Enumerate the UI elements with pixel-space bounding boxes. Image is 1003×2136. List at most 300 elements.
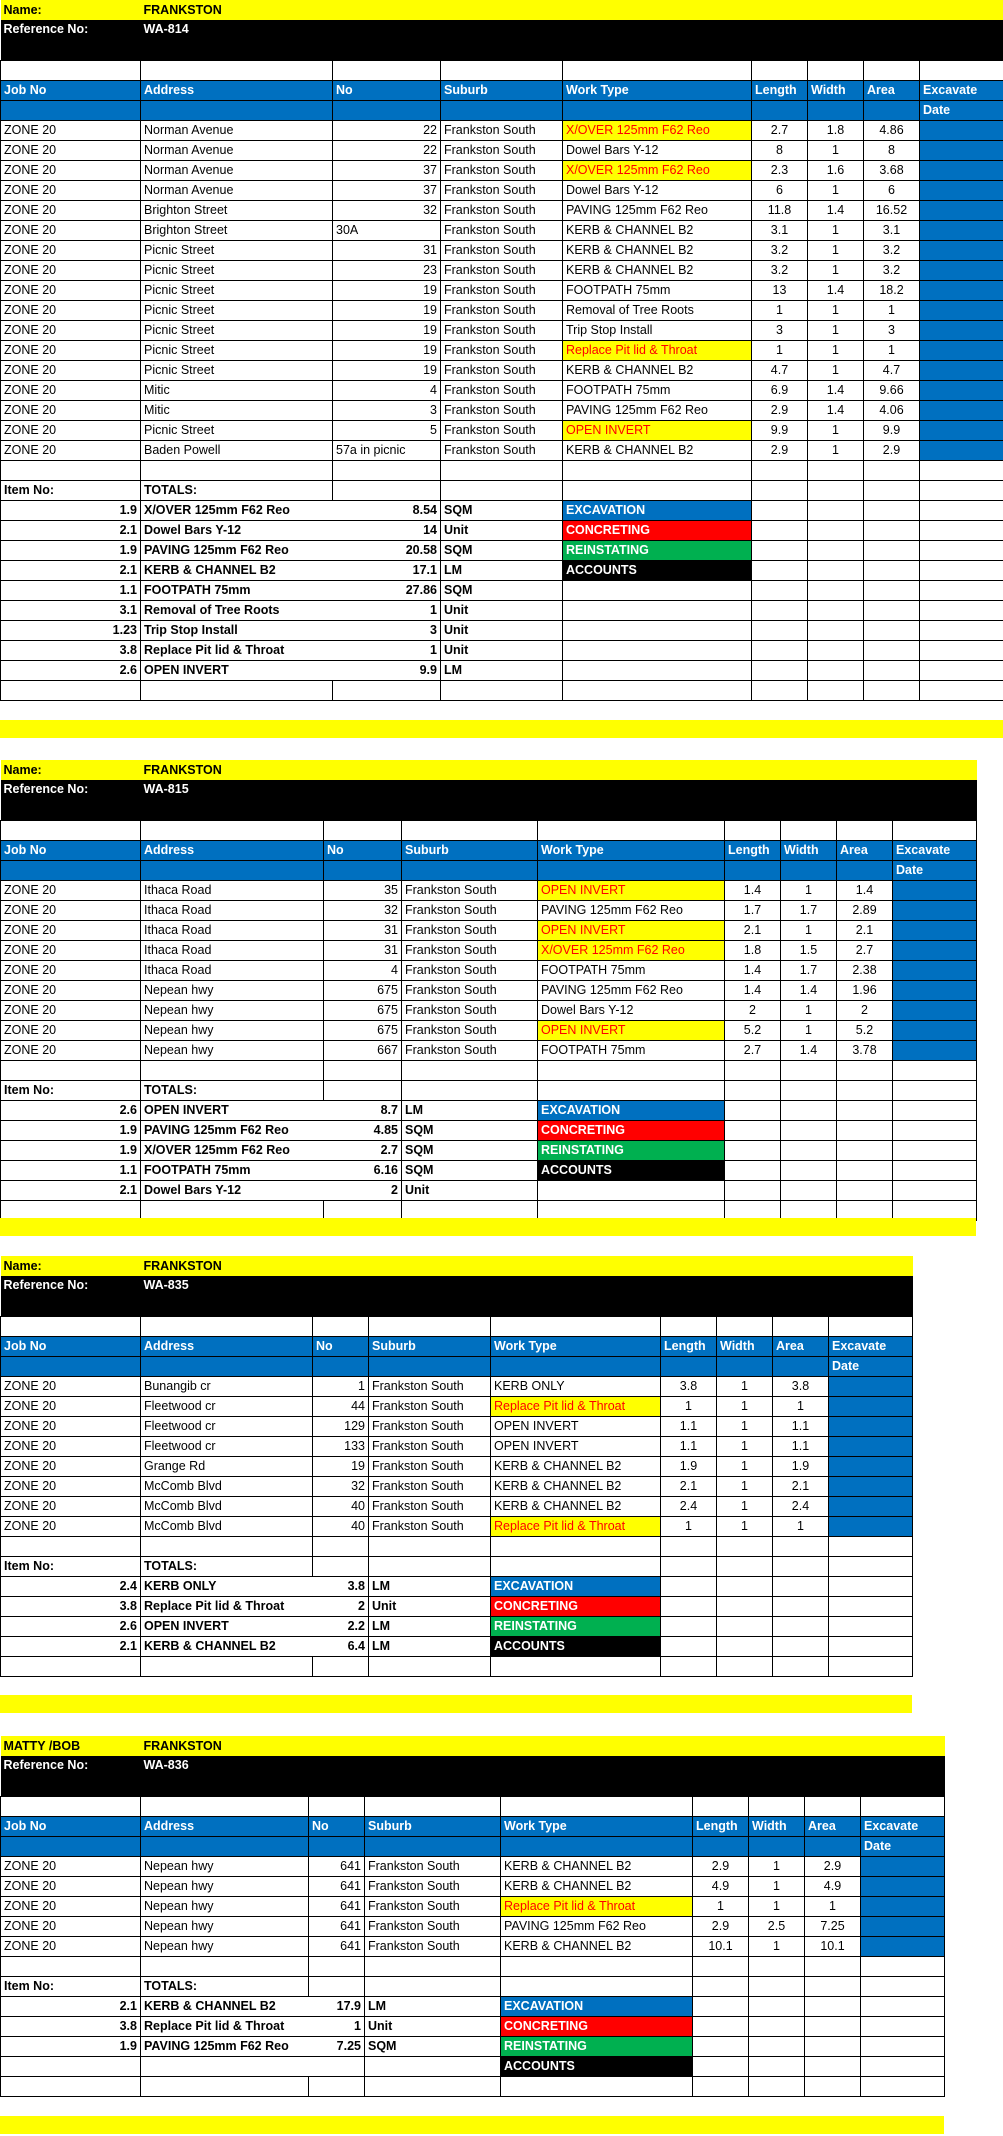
blank-cell xyxy=(781,1100,837,1120)
total-unit: LM xyxy=(369,1616,491,1636)
suburb: Frankston South xyxy=(441,260,563,280)
work-type: PAVING 125mm F62 Reo xyxy=(501,1916,693,1936)
blank-cell xyxy=(920,460,1003,480)
blank-cell xyxy=(805,2016,861,2036)
totals-row xyxy=(1,1576,913,1596)
blank-cell xyxy=(749,2016,805,2036)
work-type: KERB & CHANNEL B2 xyxy=(563,240,752,260)
excavate-date-cell[interactable] xyxy=(920,340,1003,360)
table-row xyxy=(1,940,977,960)
street-number: 31 xyxy=(324,940,402,960)
blank-cell xyxy=(864,460,920,480)
address: Picnic Street xyxy=(141,360,333,380)
blank-cell xyxy=(717,1316,773,1336)
excavate-date-cell[interactable] xyxy=(920,440,1003,460)
totals-label: TOTALS: xyxy=(141,1976,309,1996)
address: Ithaca Road xyxy=(141,880,324,900)
suburb: Frankston South xyxy=(441,280,563,300)
reference-label: Reference No: xyxy=(1,780,141,820)
total-unit: Unit xyxy=(369,1596,491,1616)
total-quantity: 17.9 xyxy=(336,1998,361,2013)
length: 2.1 xyxy=(661,1476,717,1496)
blank-cell xyxy=(725,1140,781,1160)
work-type: Replace Pit lid & Throat xyxy=(563,340,752,360)
excavate-date-cell[interactable] xyxy=(920,180,1003,200)
width: 1.4 xyxy=(808,400,864,420)
item-no-label: Item No: xyxy=(1,1976,141,1996)
totals-row xyxy=(1,1140,977,1160)
area: 2.38 xyxy=(837,960,893,980)
blank-cell xyxy=(781,1060,837,1080)
length: 9.9 xyxy=(752,420,808,440)
legend-concreting[interactable]: CONCRETING xyxy=(491,1596,661,1616)
length: 8 xyxy=(752,140,808,160)
excavate-date-cell[interactable] xyxy=(920,320,1003,340)
excavate-date-cell[interactable] xyxy=(893,960,977,980)
area: 9.9 xyxy=(864,420,920,440)
address: Picnic Street xyxy=(141,300,333,320)
blank-cell xyxy=(141,1956,309,1976)
total-description xyxy=(141,1160,402,1180)
width: 1 xyxy=(717,1496,773,1516)
blank-cell xyxy=(837,820,893,840)
excavate-date-cell[interactable] xyxy=(920,360,1003,380)
street-number: 37 xyxy=(333,180,441,200)
work-type: OPEN INVERT xyxy=(491,1436,661,1456)
blank-cell xyxy=(369,1556,491,1576)
area: 1.4 xyxy=(837,880,893,900)
item-number: 2.1 xyxy=(1,1996,141,2016)
address: Nepean hwy xyxy=(141,980,324,1000)
column-header-date: Date xyxy=(893,860,977,880)
blank-cell xyxy=(752,580,808,600)
work-type: Removal of Tree Roots xyxy=(563,300,752,320)
area: 2.1 xyxy=(837,920,893,940)
excavate-date-cell[interactable] xyxy=(829,1496,913,1516)
blank-cell xyxy=(920,600,1003,620)
excavate-date-cell[interactable] xyxy=(829,1376,913,1396)
address: Nepean hwy xyxy=(141,1876,309,1896)
totals-label: TOTALS: xyxy=(141,1556,313,1576)
blank-cell xyxy=(808,600,864,620)
street-number: 32 xyxy=(313,1476,369,1496)
job-no: ZONE 20 xyxy=(1,1916,141,1936)
blank-cell xyxy=(441,60,563,80)
blank-cell xyxy=(1,1060,141,1080)
suburb: Frankston South xyxy=(402,920,538,940)
total-unit: Unit xyxy=(441,520,563,540)
blank-cell xyxy=(752,60,808,80)
blank-cell xyxy=(781,820,837,840)
blank-cell xyxy=(805,2076,861,2096)
legend-reinstating[interactable]: REINSTATING xyxy=(491,1616,661,1636)
column-header-blank xyxy=(752,100,808,120)
project-name: FRANKSTON xyxy=(141,1256,661,1276)
legend-reinstating[interactable]: REINSTATING xyxy=(563,540,752,560)
width: 1 xyxy=(717,1456,773,1476)
length: 2.9 xyxy=(752,440,808,460)
job-no: ZONE 20 xyxy=(1,1020,141,1040)
work-type: X/OVER 125mm F62 Reo xyxy=(538,940,725,960)
blank-cell xyxy=(829,1316,913,1336)
column-header-blank xyxy=(365,1836,501,1856)
excavate-date-cell[interactable] xyxy=(893,940,977,960)
street-number: 19 xyxy=(333,320,441,340)
excavate-date-cell[interactable] xyxy=(920,140,1003,160)
width: 1 xyxy=(808,260,864,280)
street-number: 5 xyxy=(333,420,441,440)
width: 1 xyxy=(749,1876,805,1896)
legend-reinstating[interactable]: REINSTATING xyxy=(538,1140,725,1160)
street-number: 57a in picnic xyxy=(333,440,441,460)
item-number: 1.9 xyxy=(1,2036,141,2056)
total-quantity: 2 xyxy=(358,1598,365,1613)
work-type: PAVING 125mm F62 Reo xyxy=(538,900,725,920)
project-name: FRANKSTON xyxy=(141,0,752,20)
blank-cell xyxy=(920,60,1003,80)
column-header-blank xyxy=(141,860,324,880)
street-number: 19 xyxy=(333,300,441,320)
width: 1 xyxy=(717,1376,773,1396)
address: Nepean hwy xyxy=(141,1936,309,1956)
total-description-text: Replace Pit lid & Throat xyxy=(144,2018,285,2033)
total-quantity: 17.1 xyxy=(412,562,437,577)
blank-cell xyxy=(749,2056,805,2076)
area: 3.2 xyxy=(864,240,920,260)
area: 18.2 xyxy=(864,280,920,300)
street-number: 40 xyxy=(313,1516,369,1536)
excavate-date-cell[interactable] xyxy=(861,1876,945,1896)
job-no: ZONE 20 xyxy=(1,260,141,280)
address: McComb Blvd xyxy=(141,1476,313,1496)
street-number: 37 xyxy=(333,160,441,180)
blank-cell xyxy=(773,1316,829,1336)
suburb: Frankston South xyxy=(402,1040,538,1060)
column-header-blank xyxy=(441,100,563,120)
column-header-blank xyxy=(1,1356,141,1376)
blank-cell xyxy=(920,620,1003,640)
length: 4.9 xyxy=(693,1876,749,1896)
blank-cell xyxy=(861,1956,945,1976)
blank-cell xyxy=(725,1180,781,1200)
total-description xyxy=(141,1576,369,1596)
excavate-date-cell[interactable] xyxy=(920,120,1003,140)
blank-cell xyxy=(920,580,1003,600)
totals-row xyxy=(1,1120,977,1140)
blank-cell xyxy=(864,660,920,680)
total-description xyxy=(141,660,441,680)
section-divider xyxy=(0,1218,976,1236)
length: 6.9 xyxy=(752,380,808,400)
blank-cell xyxy=(563,680,752,700)
blank-cell xyxy=(1,2056,141,2076)
excavate-date-cell[interactable] xyxy=(829,1396,913,1416)
legend-accounts[interactable]: ACCOUNTS xyxy=(538,1160,725,1180)
length: 2 xyxy=(725,1000,781,1020)
column-header-blank xyxy=(333,100,441,120)
width: 1 xyxy=(717,1476,773,1496)
area: 1 xyxy=(805,1896,861,1916)
street-number: 667 xyxy=(324,1040,402,1060)
blank-cell xyxy=(837,1140,893,1160)
blank-cell xyxy=(491,1316,661,1336)
legend-excavation[interactable]: EXCAVATION xyxy=(501,1996,693,2016)
blank-cell xyxy=(749,1956,805,1976)
street-number: 19 xyxy=(333,280,441,300)
area: 3.1 xyxy=(864,220,920,240)
legend-accounts[interactable]: ACCOUNTS xyxy=(501,2056,693,2076)
excavate-date-cell[interactable] xyxy=(893,900,977,920)
legend-accounts[interactable]: ACCOUNTS xyxy=(563,560,752,580)
width: 1 xyxy=(781,920,837,940)
job-no: ZONE 20 xyxy=(1,1416,141,1436)
blank-cell xyxy=(749,2076,805,2096)
length: 1.7 xyxy=(725,900,781,920)
excavate-date-cell[interactable] xyxy=(861,1916,945,1936)
blank-cell xyxy=(725,1200,781,1220)
street-number: 44 xyxy=(313,1396,369,1416)
excavate-date-cell[interactable] xyxy=(893,1020,977,1040)
excavate-date-cell[interactable] xyxy=(920,280,1003,300)
excavate-date-cell[interactable] xyxy=(920,220,1003,240)
blank-cell xyxy=(829,1596,913,1616)
totals-row xyxy=(1,560,1003,580)
address: Norman Avenue xyxy=(141,140,333,160)
legend-excavation[interactable]: EXCAVATION xyxy=(491,1576,661,1596)
length: 2.9 xyxy=(693,1916,749,1936)
blank-cell xyxy=(805,1956,861,1976)
totals-row xyxy=(1,580,1003,600)
excavate-date-cell[interactable] xyxy=(861,1896,945,1916)
address: Mitic xyxy=(141,380,333,400)
legend-concreting[interactable]: CONCRETING xyxy=(501,2016,693,2036)
suburb: Frankston South xyxy=(441,340,563,360)
total-unit: LM xyxy=(402,1100,538,1120)
item-number: 3.8 xyxy=(1,1596,141,1616)
item-no-label: Item No: xyxy=(1,1080,141,1100)
excavate-date-cell[interactable] xyxy=(893,980,977,1000)
table-row xyxy=(1,1916,945,1936)
total-unit: SQM xyxy=(402,1160,538,1180)
table-row xyxy=(1,1396,913,1416)
item-number: 2.1 xyxy=(1,520,141,540)
work-type: KERB & CHANNEL B2 xyxy=(491,1496,661,1516)
blank-cell xyxy=(725,1060,781,1080)
area: 10.1 xyxy=(805,1936,861,1956)
excavate-date-cell[interactable] xyxy=(861,1856,945,1876)
excavate-date-cell[interactable] xyxy=(893,1000,977,1020)
work-type: PAVING 125mm F62 Reo xyxy=(538,980,725,1000)
item-number: 3.8 xyxy=(1,640,141,660)
excavate-date-cell[interactable] xyxy=(861,1936,945,1956)
blank-cell xyxy=(365,2076,501,2096)
blank-cell xyxy=(402,820,538,840)
work-type: KERB ONLY xyxy=(491,1376,661,1396)
item-number: 3.1 xyxy=(1,600,141,620)
legend-excavation[interactable]: EXCAVATION xyxy=(563,500,752,520)
job-no: ZONE 20 xyxy=(1,1516,141,1536)
street-number: 19 xyxy=(333,360,441,380)
blank-cell xyxy=(1,1536,141,1556)
blank-cell xyxy=(752,680,808,700)
blank-cell xyxy=(920,660,1003,680)
blank-cell xyxy=(661,1616,717,1636)
table-row xyxy=(1,960,977,980)
item-number: 2.1 xyxy=(1,1180,141,1200)
total-quantity: 1 xyxy=(430,642,437,657)
work-type: Trip Stop Install xyxy=(563,320,752,340)
table-row xyxy=(1,1476,913,1496)
excavate-date-cell[interactable] xyxy=(829,1516,913,1536)
totals-row xyxy=(1,540,1003,560)
column-header-blank xyxy=(538,860,725,880)
blank-cell xyxy=(563,660,752,680)
column-header-job-no: Job No xyxy=(1,840,141,860)
column-header-area: Area xyxy=(805,1816,861,1836)
address: Norman Avenue xyxy=(141,180,333,200)
table-row xyxy=(1,300,1003,320)
blank-cell xyxy=(829,1536,913,1556)
excavate-date-cell[interactable] xyxy=(829,1436,913,1456)
total-description xyxy=(141,600,441,620)
column-header-suburb: Suburb xyxy=(369,1336,491,1356)
excavate-date-cell[interactable] xyxy=(920,160,1003,180)
job-no: ZONE 20 xyxy=(1,160,141,180)
excavate-date-cell[interactable] xyxy=(893,1040,977,1060)
blank-cell xyxy=(313,1656,369,1676)
legend-accounts[interactable]: ACCOUNTS xyxy=(491,1636,661,1656)
blank-cell xyxy=(441,680,563,700)
excavate-date-cell[interactable] xyxy=(829,1476,913,1496)
blank-cell xyxy=(752,640,808,660)
blank-cell xyxy=(563,580,752,600)
table-row xyxy=(1,1516,913,1536)
work-type: OPEN INVERT xyxy=(538,880,725,900)
excavate-date-cell[interactable] xyxy=(829,1416,913,1436)
area: 6 xyxy=(864,180,920,200)
width: 1.7 xyxy=(781,900,837,920)
job-no: ZONE 20 xyxy=(1,320,141,340)
excavate-date-cell[interactable] xyxy=(920,240,1003,260)
legend-reinstating[interactable]: REINSTATING xyxy=(501,2036,693,2056)
job-no: ZONE 20 xyxy=(1,1896,141,1916)
job-no: ZONE 20 xyxy=(1,1396,141,1416)
total-description-text: Trip Stop Install xyxy=(144,622,238,637)
excavate-date-cell[interactable] xyxy=(920,200,1003,220)
reference-number: WA-835 xyxy=(141,1276,913,1316)
suburb: Frankston South xyxy=(441,380,563,400)
blank-cell xyxy=(717,1596,773,1616)
table-row xyxy=(1,320,1003,340)
street-number: 675 xyxy=(324,1000,402,1020)
total-description-text: OPEN INVERT xyxy=(144,1102,229,1117)
legend-excavation[interactable]: EXCAVATION xyxy=(538,1100,725,1120)
area: 2.4 xyxy=(773,1496,829,1516)
column-header-blank xyxy=(369,1356,491,1376)
legend-concreting[interactable]: CONCRETING xyxy=(563,520,752,540)
total-description-text: PAVING 125mm F62 Reo xyxy=(144,2038,289,2053)
length: 2.9 xyxy=(693,1856,749,1876)
area: 3.8 xyxy=(773,1376,829,1396)
area: 3.2 xyxy=(864,260,920,280)
job-no: ZONE 20 xyxy=(1,380,141,400)
address: Norman Avenue xyxy=(141,120,333,140)
work-type: OPEN INVERT xyxy=(491,1416,661,1436)
area: 1 xyxy=(773,1516,829,1536)
job-no: ZONE 20 xyxy=(1,1496,141,1516)
blank-cell xyxy=(893,1160,977,1180)
blank-cell xyxy=(893,1060,977,1080)
width: 1 xyxy=(717,1516,773,1536)
blank-cell xyxy=(920,500,1003,520)
table-row xyxy=(1,420,1003,440)
total-description-text: KERB & CHANNEL B2 xyxy=(144,1998,276,2013)
area: 9.66 xyxy=(864,380,920,400)
blank-cell xyxy=(141,680,333,700)
excavate-date-cell[interactable] xyxy=(920,400,1003,420)
excavate-date-cell[interactable] xyxy=(893,920,977,940)
column-header-no: No xyxy=(313,1336,369,1356)
excavate-date-cell[interactable] xyxy=(920,260,1003,280)
blank-cell xyxy=(313,1536,369,1556)
blank-cell xyxy=(837,1060,893,1080)
table-row xyxy=(1,240,1003,260)
suburb: Frankston South xyxy=(441,200,563,220)
blank-cell xyxy=(808,60,864,80)
legend-concreting[interactable]: CONCRETING xyxy=(538,1120,725,1140)
work-type: PAVING 125mm F62 Reo xyxy=(563,400,752,420)
column-header-blank xyxy=(749,1836,805,1856)
blank-cell xyxy=(141,820,324,840)
excavate-date-cell[interactable] xyxy=(920,300,1003,320)
section-divider xyxy=(0,720,1003,738)
blank-cell xyxy=(752,520,808,540)
total-description-text: KERB ONLY xyxy=(144,1578,217,1593)
width: 1 xyxy=(717,1396,773,1416)
job-no: ZONE 20 xyxy=(1,960,141,980)
table-row xyxy=(1,280,1003,300)
total-description xyxy=(141,2016,365,2036)
suburb: Frankston South xyxy=(441,300,563,320)
total-unit: Unit xyxy=(441,620,563,640)
width: 1 xyxy=(808,340,864,360)
area: 16.52 xyxy=(864,200,920,220)
total-description xyxy=(141,1996,365,2016)
excavate-date-cell[interactable] xyxy=(920,380,1003,400)
blank-cell xyxy=(805,1996,861,2016)
work-type: FOOTPATH 75mm xyxy=(538,1040,725,1060)
blank-cell xyxy=(563,640,752,660)
blank-cell xyxy=(1,1956,141,1976)
area: 8 xyxy=(864,140,920,160)
blank-cell xyxy=(752,660,808,680)
blank-cell xyxy=(781,1160,837,1180)
job-no: ZONE 20 xyxy=(1,920,141,940)
blank-cell xyxy=(141,1536,313,1556)
table-row xyxy=(1,220,1003,240)
total-description-text: OPEN INVERT xyxy=(144,662,229,677)
excavate-date-cell[interactable] xyxy=(920,420,1003,440)
totals-row xyxy=(1,640,1003,660)
excavate-date-cell[interactable] xyxy=(829,1456,913,1476)
blank-cell xyxy=(441,480,563,500)
table-row xyxy=(1,880,977,900)
length: 13 xyxy=(752,280,808,300)
blank-cell xyxy=(808,640,864,660)
work-type: KERB & CHANNEL B2 xyxy=(563,220,752,240)
blank-cell xyxy=(491,1536,661,1556)
excavate-date-cell[interactable] xyxy=(893,880,977,900)
